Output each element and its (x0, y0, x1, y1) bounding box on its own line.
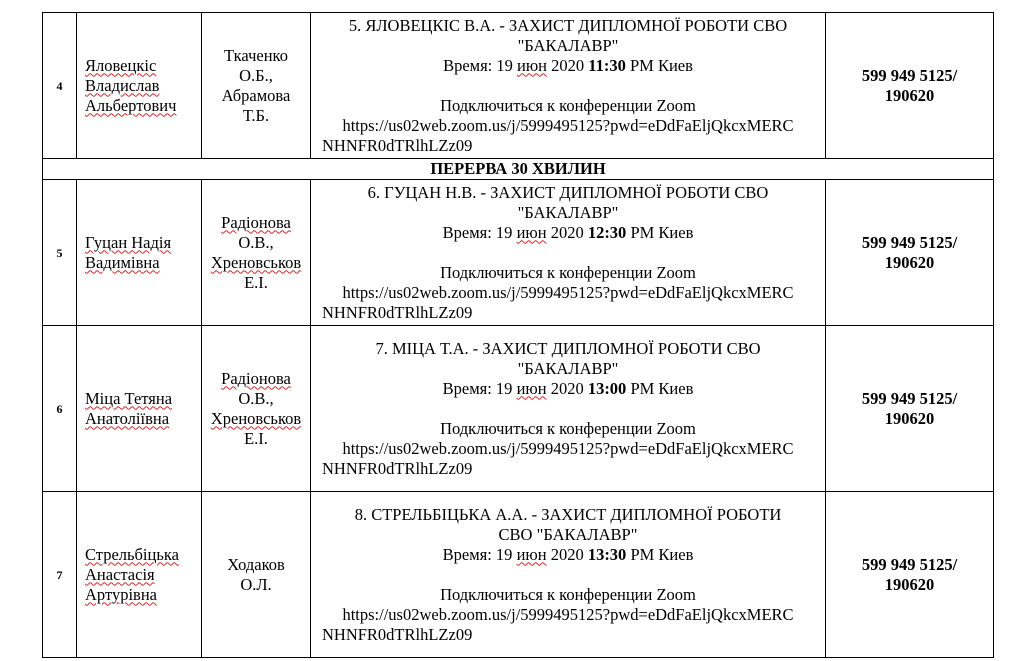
zoom-link-cont[interactable]: NHNFR0dTRlhLZz09 (322, 458, 473, 478)
defense-title: 7. МІЦА Т.А. - ЗАХИСТ ДИПЛОМНОЇ РОБОТИ СВО (375, 338, 761, 358)
defense-degree: "БАКАЛАВР" (517, 202, 619, 222)
zoom-link-cont[interactable]: NHNFR0dTRlhLZz09 (322, 624, 473, 644)
zoom-link[interactable]: https://us02web.zoom.us/j/5999495125?pwd=eDdFaEljQkcxMERC (342, 438, 794, 458)
table-row (43, 326, 994, 492)
row-number: 6 (43, 326, 77, 492)
row-number: 4 (43, 13, 77, 159)
defense-title: 6. ГУЦАН Н.В. - ЗАХИСТ ДИПЛОМНОЇ РОБОТИ СВО (367, 182, 769, 202)
connect-text: Подключиться к конференции Zoom (440, 584, 696, 604)
zoom-link[interactable]: https://us02web.zoom.us/j/5999495125?pwd=eDdFaEljQkcxMERC (342, 115, 794, 135)
connect-text: Подключиться к конференции Zoom (440, 262, 696, 282)
student-name: Міца Тетяна Анатоліївна (77, 326, 202, 492)
supervisors: Ходаков О.Л. (202, 492, 311, 658)
defense-time: Время: 19 июн 2020 11:30 PM Киев (443, 55, 693, 75)
table-row (43, 13, 994, 159)
student-name: Гуцан Надія Вадимівна (77, 180, 202, 326)
meeting-id: 599 949 5125/ 190620 (826, 492, 994, 658)
defense-details (311, 326, 826, 492)
break-label: ПЕРЕРВА 30 ХВИЛИН (43, 159, 994, 180)
defense-time: Время: 19 июн 2020 13:00 PM Киев (442, 378, 694, 398)
defense-title: 8. СТРЕЛЬБІЦЬКА А.А. - ЗАХИСТ ДИПЛОМНОЇ РОБОТИ (354, 504, 782, 524)
defense-details (311, 492, 826, 658)
defense-details (311, 13, 826, 159)
defense-time: Время: 19 июн 2020 12:30 PM Киев (442, 222, 694, 242)
break-row (43, 159, 994, 180)
table-row (43, 180, 994, 326)
defense-degree: "БАКАЛАВР" (517, 358, 619, 378)
connect-text: Подключиться к конференции Zoom (440, 418, 696, 438)
zoom-link-cont[interactable]: NHNFR0dTRlhLZz09 (322, 135, 473, 155)
meeting-id: 599 949 5125/ 190620 (826, 326, 994, 492)
defense-details (311, 180, 826, 326)
defense-degree: СВО "БАКАЛАВР" (498, 524, 638, 544)
table-row (43, 492, 994, 658)
defense-schedule-table (42, 12, 994, 658)
zoom-link[interactable]: https://us02web.zoom.us/j/5999495125?pwd=eDdFaEljQkcxMERC (342, 282, 794, 302)
meeting-id: 599 949 5125/ 190620 (826, 180, 994, 326)
row-number: 5 (43, 180, 77, 326)
defense-title: 5. ЯЛОВЕЦКІС В.А. - ЗАХИСТ ДИПЛОМНОЇ РОБОТИ СВО (348, 15, 788, 35)
supervisors: Радіонова О.В., Хреновськов Е.І. (202, 326, 311, 492)
defense-degree: "БАКАЛАВР" (517, 35, 619, 55)
connect-text: Подключиться к конференции Zoom (440, 95, 696, 115)
supervisors: Радіонова О.В., Хреновськов Е.І. (202, 180, 311, 326)
supervisors: Ткаченко О.Б., Абрамова Т.Б. (202, 13, 311, 159)
defense-time: Время: 19 июн 2020 13:30 PM Киев (442, 544, 694, 564)
meeting-id: 599 949 5125/ 190620 (826, 13, 994, 159)
row-number: 7 (43, 492, 77, 658)
student-name: Яловецкіс Владислав Альбертович (77, 13, 202, 159)
zoom-link[interactable]: https://us02web.zoom.us/j/5999495125?pwd=eDdFaEljQkcxMERC (342, 604, 794, 624)
zoom-link-cont[interactable]: NHNFR0dTRlhLZz09 (322, 302, 473, 322)
student-name: Стрельбіцька Анастасія Артурівна (77, 492, 202, 658)
